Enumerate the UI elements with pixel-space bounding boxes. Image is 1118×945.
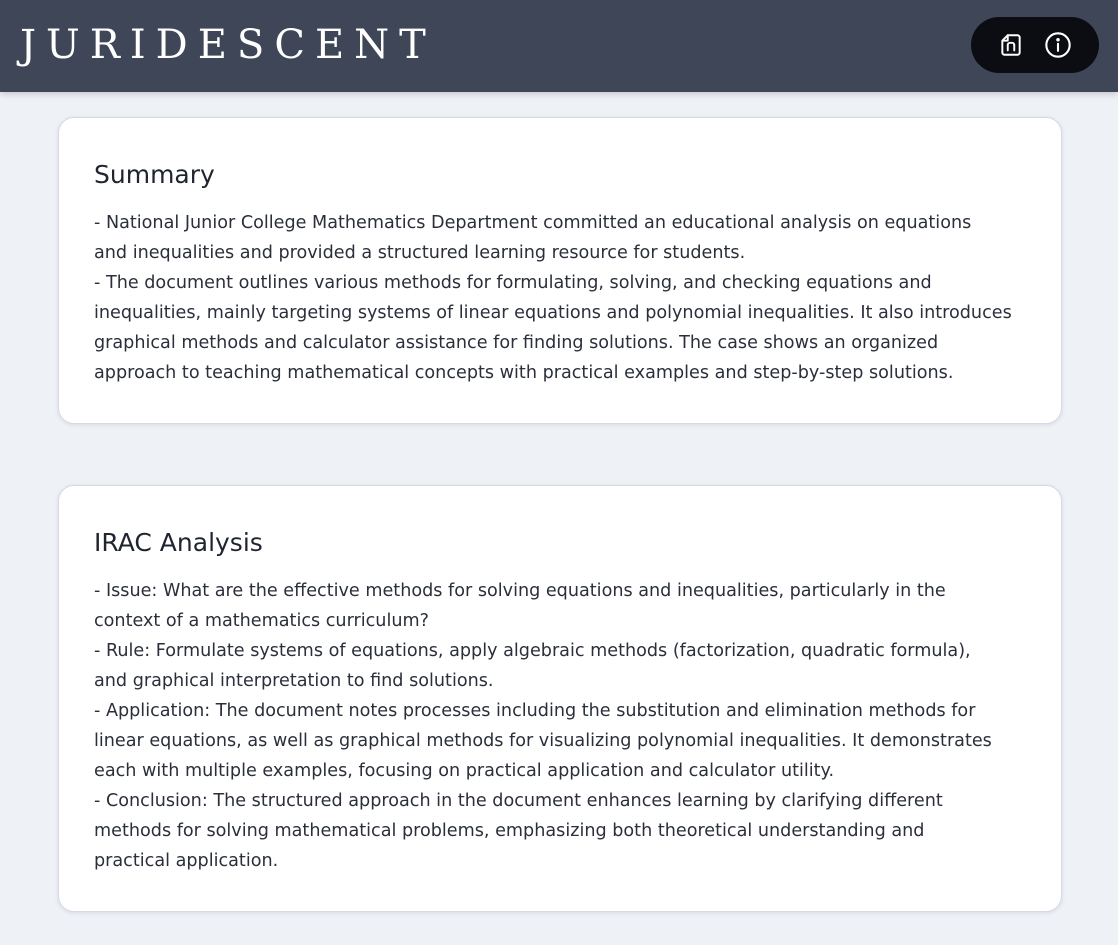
info-icon — [1044, 31, 1072, 59]
irac-line: - Application: The document notes processes including the substitution and elimination methods for — [94, 701, 976, 721]
irac-line: context of a mathematics curriculum? — [94, 611, 429, 631]
irac-line: - Conclusion: The structured approach in the document enhances learning by clarifying different — [94, 791, 943, 811]
irac-line: and graphical interpretation to find solutions. — [94, 671, 494, 691]
summary-line: inequalities, mainly targeting systems of linear equations and polynomial inequalities. It also introduces — [94, 303, 1012, 323]
summary-title: Summary — [94, 160, 215, 189]
irac-line: practical application. — [94, 851, 279, 871]
summary-card — [58, 117, 1062, 424]
top-bar — [0, 0, 1118, 92]
irac-line: each with multiple examples, focusing on practical application and calculator utility. — [94, 761, 835, 781]
summary-line: graphical methods and calculator assistance for finding solutions. The case shows an organized — [94, 333, 939, 353]
info-button[interactable] — [1043, 30, 1073, 60]
irac-line: methods for solving mathematical problems, emphasizing both theoretical understanding and — [94, 821, 925, 841]
brand-logo: JURIDESCENT — [20, 22, 436, 68]
irac-line: - Issue: What are the effective methods for solving equations and inequalities, particularly in the — [94, 581, 946, 601]
summary-line: approach to teaching mathematical concepts with practical examples and step-by-step solutions. — [94, 363, 954, 383]
summary-line: and inequalities and provided a structured learning resource for students. — [94, 243, 746, 263]
irac-analysis-card — [58, 485, 1062, 912]
document-button[interactable] — [996, 30, 1026, 60]
irac-line: - Rule: Formulate systems of equations, apply algebraic methods (factorization, quadratic formula), — [94, 641, 971, 661]
summary-text — [94, 208, 1029, 388]
irac-line: linear equations, as well as graphical methods for visualizing polynomial inequalities. It demonstrates — [94, 731, 992, 751]
document-icon — [998, 32, 1024, 58]
summary-line: - National Junior College Mathematics Department committed an educational analysis on equations — [94, 213, 972, 233]
irac-text — [94, 576, 1029, 876]
toolbar-actions — [971, 17, 1099, 73]
irac-title: IRAC Analysis — [94, 528, 263, 557]
summary-line: - The document outlines various methods for formulating, solving, and checking equations and — [94, 273, 932, 293]
